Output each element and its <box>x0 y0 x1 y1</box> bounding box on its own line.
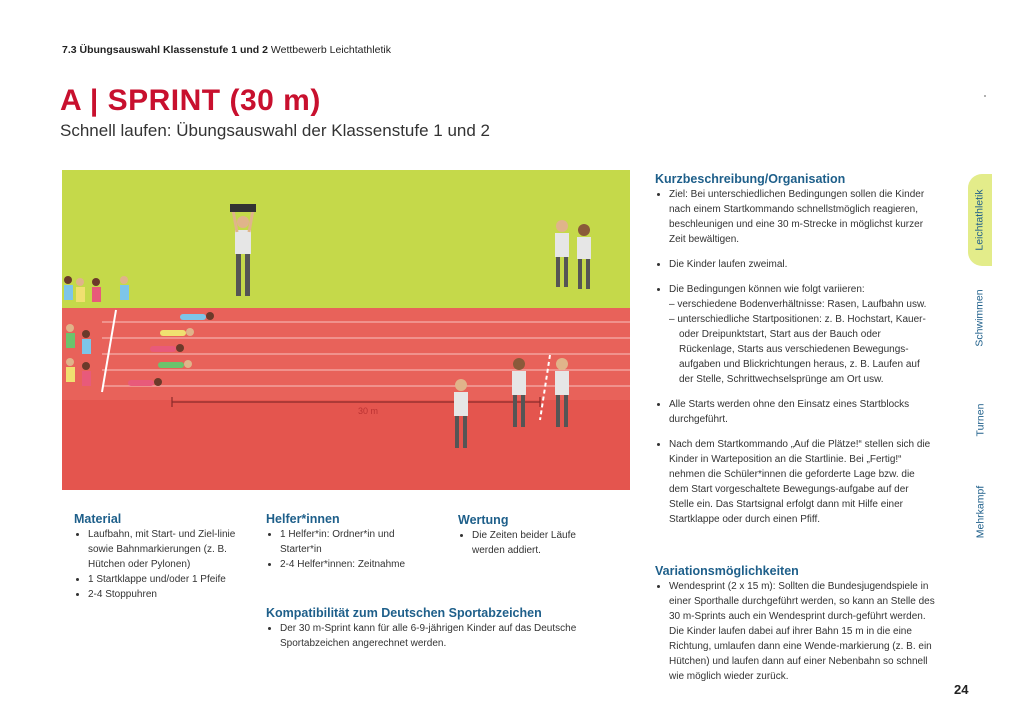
variations-list <box>655 579 935 684</box>
material-list <box>74 527 250 602</box>
grass-area <box>62 170 630 308</box>
tab-schwimmen[interactable] <box>968 278 992 358</box>
scoring-list <box>458 528 608 558</box>
material-heading: Material <box>74 512 122 526</box>
conditions-intro: Die Bedingungen können wie folgt variieren: <box>669 284 865 295</box>
compat-section <box>266 606 606 651</box>
conditions-sub-2: – unterschiedliche Startpositionen: z. B. Hochstart, Kauer- oder Dreipunktstart, Start aus der Bauch oder Rückenlage, Starts aus verschiedenen Bewegungs-aufgaben und Blickrichtungen heraus, z. B. Laufen auf der Stelle, Schrittwechselsprünge am Ort usw. <box>669 314 926 385</box>
list-item <box>669 282 935 387</box>
page-subtitle: Schnell laufen: Übungsauswahl der Klassenstufe 1 und 2 <box>60 121 491 140</box>
tab-mehrkampf[interactable] <box>968 474 992 550</box>
list-item: • Nach dem Startkommando „Auf die Plätze!“ stellen sich die Kinder in Warteposition an die Startlinie. Bei „Fertig!“ nehmen die Schüler*innen die geforderte Lage bzw. die dem Start vorgeschaltete Bewegungs-aufgabe auf der Stelle ein. Das Startsignal erfolgt dann mit Hilfe einer Startklappe oder durch einen Pfiff. <box>669 437 935 527</box>
tab-label: Turnen <box>974 403 987 437</box>
description-section <box>655 172 935 537</box>
variations-section <box>655 564 935 684</box>
list-item: • Laufbahn, mit Start- und Ziel-linie sowie Bahnmarkierungen (z. B. Hütchen oder Pylonen) <box>88 527 250 572</box>
list-item: • Der 30 m-Sprint kann für alle 6-9-jährigen Kinder auf das Deutsche Sportabzeichen angerechnet werden. <box>280 621 606 651</box>
helpers-heading: Helfer*innen <box>266 512 340 526</box>
variations-heading: Variationsmöglichkeiten <box>655 564 799 578</box>
page-number: 24 <box>954 682 969 697</box>
conditions-sub-1: – verschiedene Bodenverhältnisse: Rasen, Laufbahn usw. <box>669 299 927 310</box>
tab-label: Leichtathletik <box>974 189 987 251</box>
scoring-heading: Wertung <box>458 513 509 527</box>
sprint-illustration <box>62 170 630 490</box>
list-item: • Die Kinder laufen zweimal. <box>669 257 935 272</box>
breadcrumb-section: 7.3 Übungsauswahl Klassenstufe 1 und 2 <box>62 44 268 56</box>
helpers-list <box>266 527 436 572</box>
helpers-section <box>266 512 436 572</box>
scoring-section <box>458 513 608 558</box>
list-item: • 1 Startklappe und/oder 1 Pfeife <box>88 572 250 587</box>
compat-list <box>266 621 606 651</box>
material-section <box>74 512 250 602</box>
page-title: A | SPRINT (30 m) <box>60 84 321 117</box>
tab-label: Mehrkampf <box>974 485 987 539</box>
decorative-dot <box>984 95 986 97</box>
distance-label: 30 m <box>358 406 379 416</box>
list-item: • Alle Starts werden ohne den Einsatz eines Startblocks durchgeführt. <box>669 397 935 427</box>
list-item: • Ziel: Bei unterschiedlichen Bedingungen sollen die Kinder nach einem Startkommando schnellstmöglich reagieren, beschleunigen und eine 30 m-Strecke in möglichst kurzer Zeit bewältigen. <box>669 187 935 247</box>
tab-turnen[interactable] <box>968 392 992 448</box>
breadcrumb <box>62 44 391 56</box>
list-item: • 1 Helfer*in: Ordner*in und Starter*in <box>280 527 436 557</box>
list-item: • 2-4 Stoppuhren <box>88 587 250 602</box>
list-item: • Wendesprint (2 x 15 m): Sollten die Bundesjugendspiele in einer Sporthalle durchgeführt werden, so kann an Stelle des 30 m-Sprints auch ein Wendesprint durch-geführt werden. Die Kinder laufen dabei auf ihrer Bahn 15 m in die eine Richtung, umlaufen dann eine Wende-markierung (z. B. ein Hütchen) und laufen dann auf einer Nebenbahn so schnell wie möglich wieder zurück. <box>669 579 935 684</box>
list-item: • 2-4 Helfer*innen: Zeitnahme <box>280 557 436 572</box>
description-heading: Kurzbeschreibung/Organisation <box>655 172 846 186</box>
compat-heading: Kompatibilität zum Deutschen Sportabzeichen <box>266 606 542 620</box>
description-list <box>655 187 935 527</box>
breadcrumb-rest: Wettbewerb Leichtathletik <box>270 44 391 56</box>
tab-label: Schwimmen <box>974 289 986 347</box>
list-item: • Die Zeiten beider Läufe werden addiert. <box>472 528 608 558</box>
tab-leichtathletik[interactable] <box>968 174 992 266</box>
